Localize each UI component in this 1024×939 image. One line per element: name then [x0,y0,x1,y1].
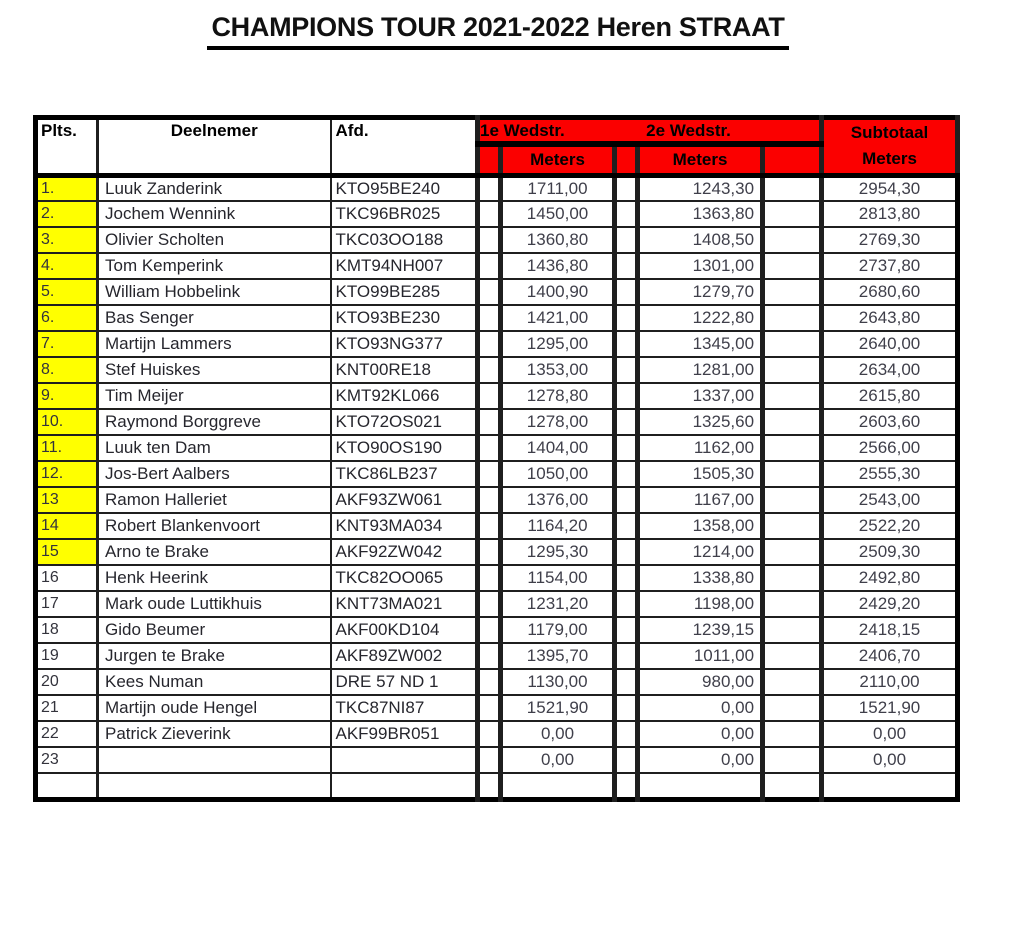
cell-meters-2: 1338,80 [638,565,763,591]
cell-plts [36,773,98,799]
cell-deelnemer: Ramon Halleriet [98,487,331,513]
cell-afd: KMT92KL066 [331,383,478,409]
spacer-cell [763,357,822,383]
spacer-cell [615,539,638,565]
spacer-cell [478,357,501,383]
cell-deelnemer: Jurgen te Brake [98,643,331,669]
cell-deelnemer: Tom Kemperink [98,253,331,279]
spacer-cell [763,669,822,695]
table-row [36,253,958,279]
spacer-cell [763,487,822,513]
cell-deelnemer: Raymond Borggreve [98,409,331,435]
cell-afd: TKC87NI87 [331,695,478,721]
cell-meters-1: 1130,00 [501,669,615,695]
spacer-cell [763,721,822,747]
cell-meters-2: 1162,00 [638,435,763,461]
spacer-cell [478,305,501,331]
cell-meters-1: 1360,80 [501,227,615,253]
cell-plts: 5. [36,279,98,305]
table-row [36,331,958,357]
cell-meters-2: 1281,00 [638,357,763,383]
spacer-cell [478,227,501,253]
spacer-cell [615,617,638,643]
cell-meters-1: 1278,80 [501,383,615,409]
cell-subtotaal: 0,00 [822,747,958,773]
cell-meters-2: 0,00 [638,747,763,773]
spacer-cell [615,773,638,799]
cell-plts: 18 [36,617,98,643]
cell-plts: 15 [36,539,98,565]
spacer-cell [478,279,501,305]
cell-meters-1: 1521,90 [501,695,615,721]
cell-plts: 13 [36,487,98,513]
cell-afd: AKF93ZW061 [331,487,478,513]
spacer-cell [615,487,638,513]
cell-subtotaal: 1521,90 [822,695,958,721]
cell-afd: KTO72OS021 [331,409,478,435]
spacer-cell [615,643,638,669]
header-red-spacer [763,144,822,175]
spacer-cell [478,721,501,747]
cell-subtotaal: 2492,80 [822,565,958,591]
table-row [36,409,958,435]
cell-meters-2: 1325,60 [638,409,763,435]
spacer-cell [615,669,638,695]
cell-deelnemer: Olivier Scholten [98,227,331,253]
spacer-cell [615,565,638,591]
spacer-cell [615,253,638,279]
spacer-cell [615,721,638,747]
cell-afd: TKC96BR025 [331,201,478,227]
spacer-cell [615,461,638,487]
cell-plts: 21 [36,695,98,721]
cell-meters-2: 1198,00 [638,591,763,617]
table-row [36,305,958,331]
cell-subtotaal: 2813,80 [822,201,958,227]
cell-meters-2 [638,773,763,799]
cell-plts: 14 [36,513,98,539]
cell-subtotaal: 2566,00 [822,435,958,461]
col-header-afd: Afd. [331,118,478,176]
col-header-deelnemer: Deelnemer [98,118,331,176]
spacer-cell [763,227,822,253]
cell-meters-1: 1436,80 [501,253,615,279]
col-header-subtotaal [822,118,958,176]
cell-plts: 17 [36,591,98,617]
spacer-cell [615,331,638,357]
spacer-cell [615,747,638,773]
cell-meters-2: 1011,00 [638,643,763,669]
cell-plts: 19 [36,643,98,669]
table-row [36,591,958,617]
cell-meters-1: 1395,70 [501,643,615,669]
cell-meters-2: 1337,00 [638,383,763,409]
table-row [36,695,958,721]
cell-deelnemer: Mark oude Luttikhuis [98,591,331,617]
spacer-cell [763,695,822,721]
cell-meters-1: 1421,00 [501,305,615,331]
cell-meters-1: 1450,00 [501,201,615,227]
cell-afd: AKF00KD104 [331,617,478,643]
cell-subtotaal: 2509,30 [822,539,958,565]
table-row [36,565,958,591]
col-header-meters-1: Meters [501,144,615,175]
col-header-meters-2: Meters [638,144,763,175]
spacer-cell [763,201,822,227]
cell-subtotaal: 2615,80 [822,383,958,409]
cell-afd: KTO93BE230 [331,305,478,331]
cell-afd: DRE 57 ND 1 [331,669,478,695]
cell-afd [331,747,478,773]
spacer-cell [478,175,501,201]
table-row [36,435,958,461]
header-row-1 [36,118,958,145]
table-row [36,227,958,253]
spacer-cell [763,565,822,591]
spacer-cell [615,695,638,721]
cell-deelnemer: William Hobbelink [98,279,331,305]
cell-subtotaal: 2522,20 [822,513,958,539]
spacer-cell [478,617,501,643]
spacer-cell [478,383,501,409]
spacer-cell [763,175,822,201]
cell-meters-1: 1164,20 [501,513,615,539]
table-row [36,487,958,513]
spacer-cell [478,253,501,279]
cell-deelnemer: Martijn oude Hengel [98,695,331,721]
cell-plts: 6. [36,305,98,331]
cell-deelnemer [98,747,331,773]
cell-meters-2: 1243,30 [638,175,763,201]
cell-meters-2: 1358,00 [638,513,763,539]
spacer-cell [763,383,822,409]
spacer-cell [763,279,822,305]
cell-afd: KTO99BE285 [331,279,478,305]
cell-deelnemer: Stef Huiskes [98,357,331,383]
spacer-cell [478,435,501,461]
spacer-cell [763,591,822,617]
table-row [36,279,958,305]
table-row [36,513,958,539]
table-row [36,383,958,409]
cell-plts: 8. [36,357,98,383]
spacer-cell [763,617,822,643]
table-row [36,721,958,747]
cell-subtotaal: 2680,60 [822,279,958,305]
cell-meters-1: 1295,00 [501,331,615,357]
cell-deelnemer: Luuk ten Dam [98,435,331,461]
cell-meters-1: 0,00 [501,721,615,747]
cell-deelnemer: Tim Meijer [98,383,331,409]
cell-meters-1: 1295,30 [501,539,615,565]
cell-subtotaal: 2643,80 [822,305,958,331]
cell-deelnemer: Kees Numan [98,669,331,695]
cell-afd: KMT94NH007 [331,253,478,279]
cell-plts: 22 [36,721,98,747]
cell-afd: TKC03OO188 [331,227,478,253]
spacer-cell [478,669,501,695]
cell-meters-1: 1376,00 [501,487,615,513]
cell-meters-1: 1404,00 [501,435,615,461]
header-red-spacer [763,118,822,145]
spacer-cell [478,539,501,565]
title-wrap [0,12,1010,50]
spacer-cell [763,253,822,279]
cell-meters-2: 1363,80 [638,201,763,227]
cell-afd: TKC86LB237 [331,461,478,487]
cell-meters-2: 1301,00 [638,253,763,279]
table-header [36,118,958,176]
cell-subtotaal: 2640,00 [822,331,958,357]
cell-meters-2: 1239,15 [638,617,763,643]
spacer-cell [478,695,501,721]
cell-deelnemer: Arno te Brake [98,539,331,565]
cell-plts: 1. [36,175,98,201]
cell-deelnemer: Jochem Wennink [98,201,331,227]
spacer-cell [615,435,638,461]
cell-subtotaal: 2954,30 [822,175,958,201]
cell-subtotaal: 0,00 [822,721,958,747]
cell-deelnemer: Martijn Lammers [98,331,331,357]
spacer-cell [763,305,822,331]
cell-afd: KTO90OS190 [331,435,478,461]
spacer-cell [763,461,822,487]
cell-meters-1: 1154,00 [501,565,615,591]
spacer-cell [763,747,822,773]
spacer-cell [478,513,501,539]
results-table [33,115,960,802]
spacer-cell [615,357,638,383]
cell-deelnemer: Robert Blankenvoort [98,513,331,539]
cell-meters-2: 1408,50 [638,227,763,253]
cell-deelnemer: Patrick Zieverink [98,721,331,747]
col-header-plts: Plts. [36,118,98,176]
spacer-cell [615,383,638,409]
spacer-cell [478,331,501,357]
spacer-cell [478,409,501,435]
cell-subtotaal: 2110,00 [822,669,958,695]
cell-subtotaal: 2769,30 [822,227,958,253]
cell-meters-2: 980,00 [638,669,763,695]
spacer-cell [615,305,638,331]
table-row [36,201,958,227]
table-row [36,747,958,773]
cell-plts: 16 [36,565,98,591]
spacer-cell [478,643,501,669]
cell-subtotaal: 2418,15 [822,617,958,643]
cell-deelnemer [98,773,331,799]
cell-subtotaal: 2634,00 [822,357,958,383]
spacer-cell [615,513,638,539]
cell-afd: AKF92ZW042 [331,539,478,565]
cell-afd: AKF89ZW002 [331,643,478,669]
cell-plts: 4. [36,253,98,279]
cell-deelnemer: Luuk Zanderink [98,175,331,201]
cell-subtotaal: 2429,20 [822,591,958,617]
spacer-cell [615,227,638,253]
cell-meters-2: 0,00 [638,695,763,721]
spacer-cell [763,773,822,799]
col-header-1e-wedstr: 1e Wedstr. [478,118,615,145]
spacer-cell [478,461,501,487]
cell-afd: KNT00RE18 [331,357,478,383]
cell-meters-1: 1231,20 [501,591,615,617]
subtotaal-label-line1: Subtotaal [850,123,929,142]
cell-meters-1: 1400,90 [501,279,615,305]
cell-afd: KNT93MA034 [331,513,478,539]
spacer-cell [615,279,638,305]
cell-afd: KNT73MA021 [331,591,478,617]
spacer-cell [478,773,501,799]
spacer-cell [615,201,638,227]
cell-subtotaal: 2406,70 [822,643,958,669]
table-row [36,461,958,487]
cell-meters-2: 1214,00 [638,539,763,565]
cell-plts: 7. [36,331,98,357]
cell-plts: 3. [36,227,98,253]
cell-subtotaal [822,773,958,799]
cell-meters-2: 1279,70 [638,279,763,305]
spacer-cell [478,487,501,513]
results-table-body [36,175,958,799]
spacer-cell [763,435,822,461]
cell-plts: 9. [36,383,98,409]
cell-afd [331,773,478,799]
spacer-cell [763,513,822,539]
spacer-cell [478,591,501,617]
spacer-cell [763,331,822,357]
cell-meters-1: 1711,00 [501,175,615,201]
subtotaal-label-line2: Meters [862,149,917,169]
cell-plts: 20 [36,669,98,695]
table-row [36,539,958,565]
header-red-spacer [478,144,501,175]
cell-meters-1: 1179,00 [501,617,615,643]
cell-afd: AKF99BR051 [331,721,478,747]
cell-plts: 23 [36,747,98,773]
table-row [36,669,958,695]
table-row [36,175,958,201]
table-row [36,643,958,669]
spacer-cell [478,747,501,773]
cell-subtotaal: 2603,60 [822,409,958,435]
spacer-cell [615,591,638,617]
cell-subtotaal: 2555,30 [822,461,958,487]
header-red-spacer [615,144,638,175]
cell-meters-1: 1353,00 [501,357,615,383]
cell-plts: 12. [36,461,98,487]
cell-deelnemer: Jos-Bert Aalbers [98,461,331,487]
spacer-cell [763,539,822,565]
cell-meters-1: 1050,00 [501,461,615,487]
cell-deelnemer: Henk Heerink [98,565,331,591]
cell-meters-1 [501,773,615,799]
cell-subtotaal: 2543,00 [822,487,958,513]
cell-meters-2: 1345,00 [638,331,763,357]
cell-meters-2: 1505,30 [638,461,763,487]
table-row [36,617,958,643]
page-title: CHAMPIONS TOUR 2021-2022 Heren STRAAT [207,12,788,50]
cell-afd: KTO93NG377 [331,331,478,357]
cell-plts: 2. [36,201,98,227]
cell-meters-2: 1222,80 [638,305,763,331]
cell-subtotaal: 2737,80 [822,253,958,279]
cell-plts: 11. [36,435,98,461]
cell-meters-1: 0,00 [501,747,615,773]
spacer-cell [615,409,638,435]
cell-deelnemer: Gido Beumer [98,617,331,643]
spacer-cell [615,175,638,201]
spacer-cell [763,643,822,669]
cell-afd: TKC82OO065 [331,565,478,591]
col-header-2e-wedstr: 2e Wedstr. [615,118,763,145]
cell-meters-2: 0,00 [638,721,763,747]
cell-meters-2: 1167,00 [638,487,763,513]
cell-plts: 10. [36,409,98,435]
cell-deelnemer: Bas Senger [98,305,331,331]
spacer-cell [763,409,822,435]
table-row [36,357,958,383]
spacer-cell [478,565,501,591]
cell-meters-1: 1278,00 [501,409,615,435]
table-row [36,773,958,799]
cell-afd: KTO95BE240 [331,175,478,201]
spacer-cell [478,201,501,227]
